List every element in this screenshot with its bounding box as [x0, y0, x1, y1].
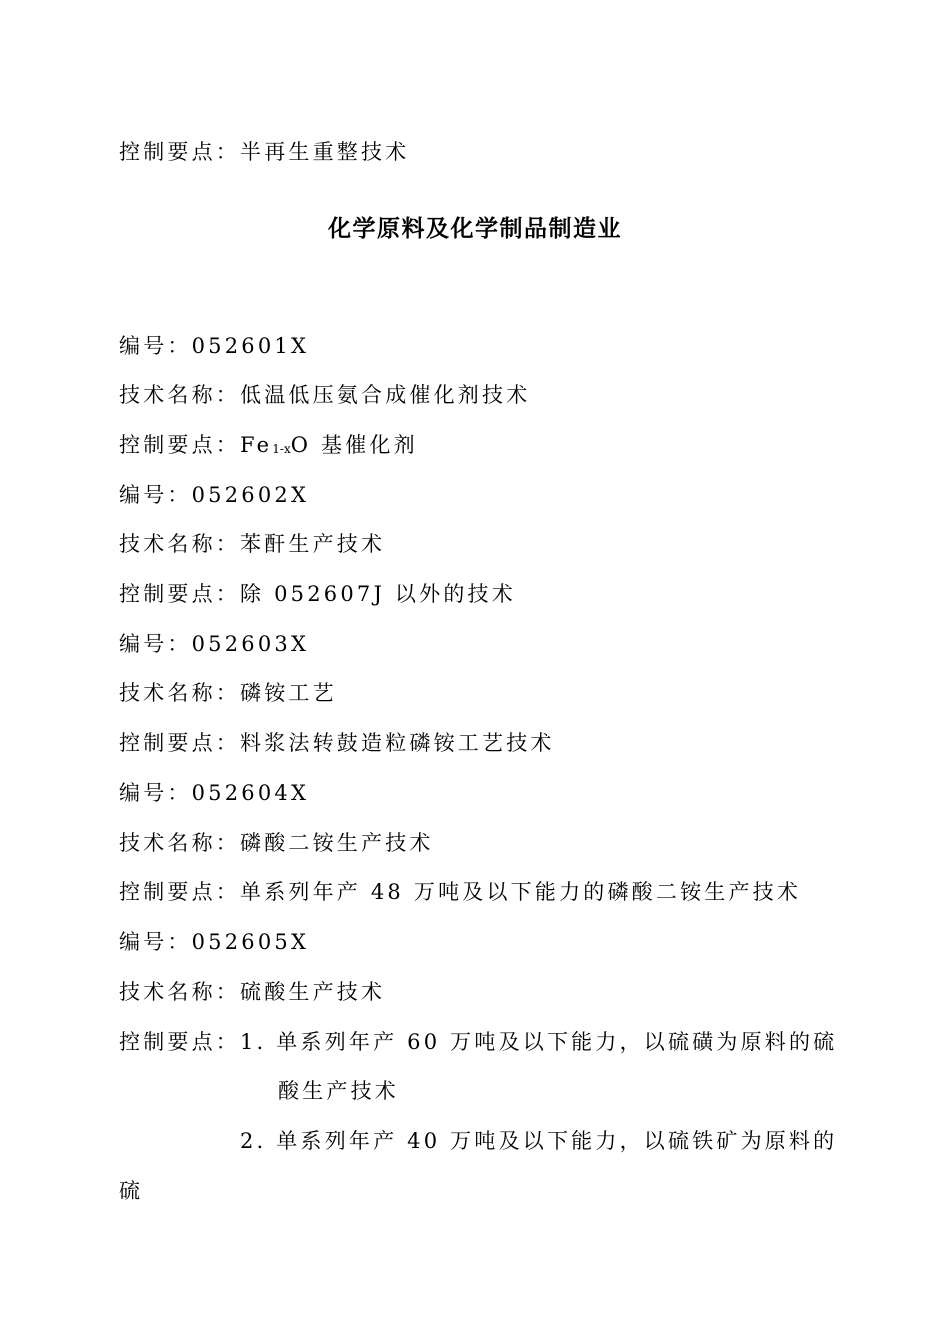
- control-point-continuation: 硫: [119, 1179, 144, 1203]
- item-number: 编号：052604X: [119, 781, 310, 805]
- subscript: 1-x: [272, 442, 291, 456]
- technology-name: 技术名称：磷酸二铵生产技术: [119, 831, 434, 855]
- control-point-line: 控制要点：1. 单系列年产 60 万吨及以下能力，以硫磺为原料的硫: [119, 1030, 838, 1054]
- control-point-line: 控制要点：除 052607J 以外的技术: [119, 582, 516, 606]
- control-point-line: 控制要点：单系列年产 48 万吨及以下能力的磷酸二铵生产技术: [119, 880, 802, 904]
- control-point-continuation: 酸生产技术: [278, 1079, 399, 1103]
- item-number: 编号：052602X: [119, 483, 310, 507]
- item-number: 编号：052601X: [119, 334, 310, 358]
- technology-name: 技术名称：硫酸生产技术: [119, 980, 386, 1004]
- control-point-suffix: O 基催化剂: [290, 433, 418, 457]
- control-point-line: 2. 单系列年产 40 万吨及以下能力，以硫铁矿为原料的: [240, 1129, 838, 1153]
- technology-name: 技术名称：磷铵工艺: [119, 681, 337, 705]
- control-point-prefix: 控制要点：Fe: [119, 433, 273, 457]
- technology-name: 技术名称：苯酐生产技术: [119, 532, 386, 556]
- item-number: 编号：052603X: [119, 632, 310, 656]
- control-point-line: 控制要点：料浆法转鼓造粒磷铵工艺技术: [119, 731, 555, 755]
- section-title: 化学原料及化学制品制造业: [328, 216, 622, 242]
- technology-name: 技术名称：低温低压氨合成催化剂技术: [119, 383, 531, 407]
- control-point-line: 控制要点：半再生重整技术: [119, 140, 410, 164]
- item-number: 编号：052605X: [119, 930, 310, 954]
- control-point-line: [119, 431, 418, 463]
